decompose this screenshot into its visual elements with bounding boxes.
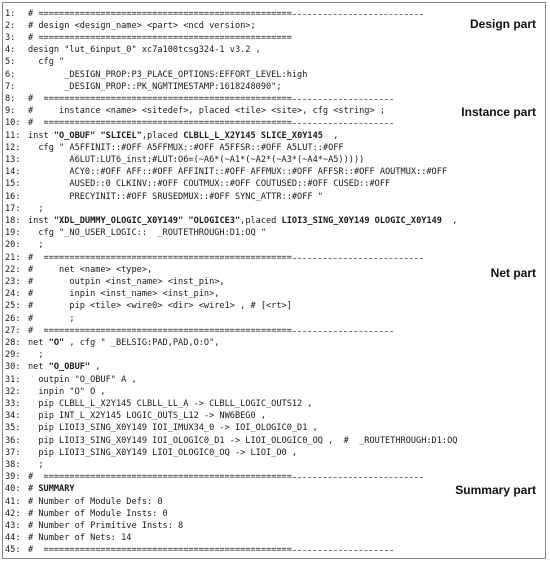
- code-line: [3, 191, 543, 203]
- code-token: # ================================================: [28, 93, 292, 104]
- line-number: 22:: [5, 264, 21, 275]
- code-token: # Number of Module Defs: 0: [28, 496, 163, 507]
- separator-rule: [293, 477, 423, 478]
- line-number: 41:: [5, 496, 21, 507]
- code-token: ,: [90, 362, 101, 373]
- code-token: _DESIGN_PROP::PK_NGMTIMESTAMP:1618248090";: [28, 81, 282, 92]
- code-line: [3, 544, 543, 556]
- line-code: [28, 191, 323, 203]
- code-line: [3, 154, 543, 166]
- line-code: [28, 471, 292, 483]
- line-number: 1:: [5, 8, 16, 19]
- code-line: [3, 227, 543, 239]
- code-token: ;: [28, 240, 44, 251]
- line-number: 23:: [5, 276, 21, 287]
- code-token: cfg "_NO_USER_LOGIC:: _ROUTETHROUGH:D1:OQ ": [28, 228, 266, 239]
- code-line: [3, 8, 543, 20]
- separator-rule: [293, 14, 423, 15]
- code-line: [3, 69, 543, 81]
- code-line: [3, 203, 543, 215]
- line-number: 35:: [5, 423, 21, 434]
- line-code: [28, 410, 266, 422]
- code-token: # outpin <inst_name> <inst_pin>,: [28, 276, 225, 287]
- separator-rule: [293, 258, 423, 259]
- line-number: 43:: [5, 520, 21, 531]
- code-line: [3, 313, 543, 325]
- line-code: [28, 349, 44, 361]
- line-code: [28, 447, 297, 459]
- code-token: _DESIGN_PROP:P3_PLACE_OPTIONS:EFFORT_LEVEL:high: [28, 69, 308, 80]
- line-code: [28, 276, 225, 288]
- code-line: [3, 435, 543, 447]
- code-line: [3, 459, 543, 471]
- code-line: [3, 56, 543, 68]
- code-line: [3, 325, 543, 337]
- section-label-instance: Instance part: [458, 105, 539, 119]
- code-token-bold: "XDL_DUMMY_OLOGIC_X0Y149" "OLOGICE3": [53, 215, 241, 226]
- line-code: [28, 398, 313, 410]
- line-code: [28, 532, 131, 544]
- line-code: [28, 483, 75, 495]
- code-token: ;: [28, 203, 44, 214]
- code-line: [3, 422, 543, 434]
- line-number: 11:: [5, 130, 21, 141]
- line-number: 30:: [5, 362, 21, 373]
- line-code: [28, 374, 137, 386]
- line-number: 45:: [5, 545, 21, 556]
- line-number: 25:: [5, 301, 21, 312]
- code-token: pip INT_L_X2Y145 LOGIC_OUTS_L12 -> NW6BEG0 ,: [28, 411, 266, 422]
- line-code: [28, 422, 318, 434]
- code-token: pip CLBLL_L_X2Y145 CLBLL_LL_A -> CLBLL_LOGIC_OUTS12 ,: [28, 398, 313, 409]
- code-line: [3, 398, 543, 410]
- code-line: [3, 32, 543, 44]
- line-number: 38:: [5, 459, 21, 470]
- line-code: [28, 93, 292, 105]
- line-code: [28, 81, 282, 93]
- line-code: [28, 44, 261, 56]
- code-token: AUSED::0 CLKINV::#OFF COUTMUX::#OFF COUTUSED::#OFF CUSED::#OFF: [28, 179, 391, 190]
- line-number: 9:: [5, 106, 16, 117]
- line-code: [28, 56, 64, 68]
- code-token-bold: SUMMARY: [38, 484, 75, 495]
- line-number: 19:: [5, 228, 21, 239]
- code-token: # ================================================: [28, 325, 292, 336]
- line-code: [28, 166, 447, 178]
- line-code: [28, 508, 168, 520]
- code-line: [3, 508, 543, 520]
- code-token: cfg " A5FFINIT::#OFF A5FFMUX::#OFF A5FFSR::#OFF A5LUT::#OFF: [28, 142, 344, 153]
- line-number: 2:: [5, 20, 16, 31]
- line-number: 5:: [5, 57, 16, 68]
- code-token: design "lut_6input_0" xc7a100tcsg324-1 v3.2 ,: [28, 45, 261, 56]
- code-token: cfg ": [28, 57, 65, 68]
- code-token: pip LIOI3_SING_X0Y149 IOI_IMUX34_0 -> IOI_OLOGIC0_D1 ,: [28, 423, 318, 434]
- line-number: 21:: [5, 252, 21, 263]
- line-number: 6:: [5, 69, 16, 80]
- line-code: [28, 215, 457, 227]
- code-token: , cfg " _BELSIG:PAD,PAD,O:O",: [64, 337, 220, 348]
- line-number: 32:: [5, 386, 21, 397]
- code-line: [3, 410, 543, 422]
- line-number: 28:: [5, 337, 21, 348]
- code-token: # net <name> <type>,: [28, 264, 153, 275]
- code-token: # ================================================: [28, 252, 292, 263]
- line-code: [28, 300, 292, 312]
- line-code: [28, 459, 44, 471]
- code-token: pip LIOI3_SING_X0Y149 IOI_OLOGIC0_D1 -> LIOI_OLOGIC0_OQ , # _ROUTETHROUGH:D1:OQ: [28, 435, 458, 446]
- code-line: [3, 215, 543, 227]
- code-line: [3, 349, 543, 361]
- code-token: # ================================================: [28, 545, 292, 556]
- line-number: 4:: [5, 45, 16, 56]
- line-number: 20:: [5, 240, 21, 251]
- line-number: 40:: [5, 484, 21, 495]
- code-token: ;: [28, 350, 44, 361]
- code-line: [3, 264, 543, 276]
- code-line: [3, 117, 543, 129]
- code-token: ;: [28, 459, 44, 470]
- line-code: [28, 520, 183, 532]
- code-line: [3, 178, 543, 190]
- code-token: # =================================================: [28, 8, 292, 19]
- separator-rule: [293, 99, 393, 100]
- line-code: [28, 496, 163, 508]
- line-code: [28, 435, 457, 447]
- line-code: [28, 313, 75, 325]
- code-line: [3, 44, 543, 56]
- code-token: ,: [322, 130, 339, 141]
- line-code: [28, 288, 219, 300]
- code-token: # =================================================: [28, 32, 292, 43]
- line-code: [28, 178, 390, 190]
- line-code: [28, 117, 292, 129]
- line-number: 7:: [5, 81, 16, 92]
- line-number: 42:: [5, 508, 21, 519]
- code-token: net: [28, 337, 49, 348]
- line-number: 13:: [5, 154, 21, 165]
- line-code: [28, 544, 292, 556]
- code-token: A6LUT:LUT6_inst:#LUT:O6=(~A6*(~A1*(~A2*(~A3*(~A4*~A5))))): [28, 154, 365, 165]
- line-number: 27:: [5, 325, 21, 336]
- code-line: [3, 300, 543, 312]
- code-token-bold: "O": [48, 337, 65, 348]
- code-token: # Number of Module Insts: 0: [28, 508, 168, 519]
- code-line: [3, 166, 543, 178]
- line-number: 10:: [5, 118, 21, 129]
- section-label-net: Net part: [488, 266, 539, 280]
- code-token: ,: [441, 215, 458, 226]
- line-number: 44:: [5, 533, 21, 544]
- line-code: [28, 20, 256, 32]
- line-code: [28, 69, 307, 81]
- line-number: 29:: [5, 350, 21, 361]
- line-code: [28, 154, 364, 166]
- code-token: # ================================================: [28, 472, 292, 483]
- separator-rule: [293, 123, 393, 124]
- section-label-summary: Summary part: [452, 483, 539, 497]
- line-number: 18:: [5, 215, 21, 226]
- code-token: ,placed: [240, 215, 282, 226]
- code-token: inst: [28, 130, 54, 141]
- line-code: [28, 337, 219, 349]
- code-line: [3, 374, 543, 386]
- code-line: [3, 532, 543, 544]
- line-number: 17:: [5, 203, 21, 214]
- line-number: 39:: [5, 472, 21, 483]
- line-number: 12:: [5, 142, 21, 153]
- code-token-bold: CLBLL_L_X2Y145 SLICE_X0Y145: [183, 130, 323, 141]
- line-code: [28, 361, 100, 373]
- code-line: [3, 252, 543, 264]
- code-line: [3, 142, 543, 154]
- line-code: [28, 8, 292, 20]
- line-number: 3:: [5, 32, 16, 43]
- code-line: [3, 386, 543, 398]
- code-token: # Number of Nets: 14: [28, 533, 132, 544]
- line-code: [28, 386, 106, 398]
- line-number: 24:: [5, 289, 21, 300]
- line-number: 16:: [5, 191, 21, 202]
- code-token: # ;: [28, 313, 75, 324]
- code-token: pip LIOI3_SING_X0Y149 LIOI_OLOGIC0_OQ -> LIOI_O0 ,: [28, 447, 298, 458]
- line-number: 36:: [5, 435, 21, 446]
- code-token: # instance <name> <sitedef>, placed <tile> <site>, cfg <string> ;: [28, 106, 385, 117]
- code-token: # inpin <inst_name> <inst_pin>,: [28, 289, 220, 300]
- code-line: [3, 81, 543, 93]
- code-line: [3, 447, 543, 459]
- code-token: # pip <tile> <wire0> <dir> <wire1> , # [<rt>]: [28, 301, 292, 312]
- line-code: [28, 130, 338, 142]
- code-token: outpin "O_OBUF" A ,: [28, 374, 137, 385]
- line-code: [28, 32, 292, 44]
- separator-rule: [293, 331, 393, 332]
- code-token-bold: LIOI3_SING_X0Y149 OLOGIC_X0Y149: [281, 215, 442, 226]
- code-token: inpin "O" O ,: [28, 386, 106, 397]
- line-number: 34:: [5, 411, 21, 422]
- xdl-listing: [2, 2, 546, 559]
- code-line: [3, 288, 543, 300]
- line-code: [28, 252, 292, 264]
- code-token-bold: "O_OBUF" "SLICEL": [53, 130, 142, 141]
- code-line: [3, 239, 543, 251]
- code-line: [3, 471, 543, 483]
- line-code: [28, 203, 44, 215]
- code-line: [3, 276, 543, 288]
- code-line: [3, 361, 543, 373]
- code-token: net: [28, 362, 49, 373]
- code-line: [3, 20, 543, 32]
- code-line: [3, 337, 543, 349]
- code-token: PRECYINIT::#OFF SRUSEDMUX::#OFF SYNC_ATTR::#OFF ": [28, 191, 323, 202]
- code-token: inst: [28, 215, 54, 226]
- separator-rule: [293, 550, 393, 551]
- code-token-bold: "O_OBUF": [48, 362, 91, 373]
- code-token: # ================================================: [28, 118, 292, 129]
- code-token: # design <design_name> <part> <ncd version>;: [28, 20, 256, 31]
- line-number: 33:: [5, 398, 21, 409]
- code-line: [3, 496, 543, 508]
- line-code: [28, 264, 152, 276]
- line-code: [28, 142, 344, 154]
- section-label-design: Design part: [467, 17, 539, 31]
- code-token: #: [28, 484, 39, 495]
- line-number: 15:: [5, 179, 21, 190]
- line-number: 37:: [5, 447, 21, 458]
- line-number: 14:: [5, 167, 21, 178]
- line-code: [28, 325, 292, 337]
- code-line: [3, 520, 543, 532]
- code-token: ACY0::#OFF AFF::#OFF AFFINIT::#OFF AFFMUX::#OFF AFFSR::#OFF AOUTMUX::#OFF: [28, 167, 448, 178]
- line-number: 8:: [5, 93, 16, 104]
- code-token: # Number of Primitive Insts: 8: [28, 520, 184, 531]
- line-code: [28, 105, 385, 117]
- line-code: [28, 227, 266, 239]
- line-code: [28, 239, 44, 251]
- line-number: 26:: [5, 313, 21, 324]
- code-token: ,placed: [141, 130, 184, 141]
- code-line: [3, 93, 543, 105]
- code-line: [3, 130, 543, 142]
- line-number: 31:: [5, 374, 21, 385]
